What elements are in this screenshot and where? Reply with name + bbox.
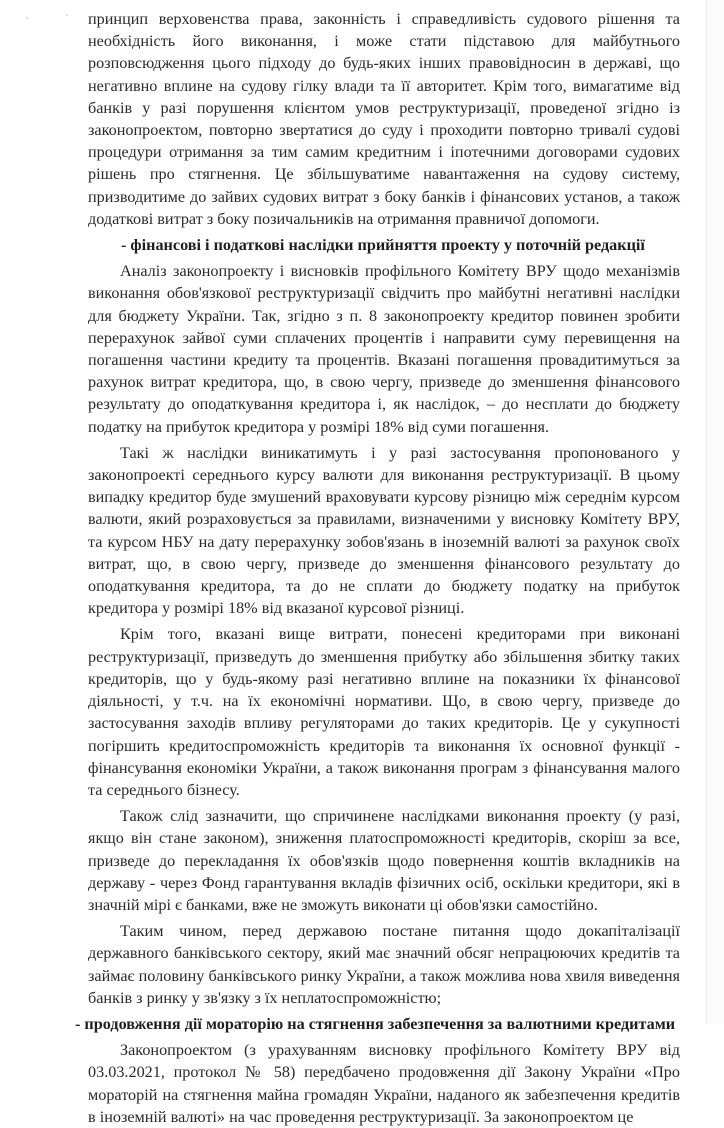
paragraph-exchange-rate: Такі ж наслідки виникатимуть і у разі застосування пропонованого у законопроекті середнього курсу валюти для виконання реструктуризації. В цьому випадку кредитор буде змушений враховувати курсову різницю між середнім курсом валюти, який розраховується за правилами, визначеними у висновку Комітету ВРУ, та курсом НБУ на дату перерахунку зобов'язань в іноземній валюті за рахунок своїх витрат, що, в свою чергу, призведе до зменшення фінансового результату до оподаткування кредитора, та до не сплати до бюджету податку на прибуток кредитора у розмірі 18% від вказаної курсової різниці. [88,443,680,618]
paragraph-moratorium: Законопроектом (з урахуванням висновку профільного Комітету ВРУ від 03.03.2021, протокол № 58) передбачено продовження дії Закону України «Про мораторій на стягнення майна громадян України, наданого як забезпечення кредитів в іноземній валюті» на час проведення реструктуризації. За законопроектом це [88,1041,680,1126]
scan-margin [707,0,724,1024]
paragraph-continuation: принцип верховенства права, законність і справедливість судового рішення та необхідність його виконання, і може стати підставою для майбутнього розповсюдження цього підходу до будь-яких інших правовідносин в державі, що негативно вплине на судову гілку влади та її авторитет. Крім того, вимагатиме від банків у разі порушення клієнтом умов реструктуризації, проведеної згідно із законопроектом, повторно звертатися до суду і проходити повторно тривалі судові процедури отримання за тим самим кредитним і іпотечними договорами судових рішень про стягнення. Це збільшуватиме навантаження на судову систему, призводитиме до зайвих судових витрат з боку банків і фінансових установ, а також додаткові витрат з боку позичальників на отримання правничої допомоги. [88,10,680,228]
section-heading-moratorium: - продовження дії мораторію на стягнення забезпечення за валютними кредитами [75,1014,676,1033]
scan-speck [26,17,28,19]
paragraph-budget-analysis: Аналіз законопроекту і висновків профільного Комітету ВРУ щодо механізмів виконання обов'язкової реструктуризації свідчить про майбутні негативні наслідки для бюджету України. Так, згідно з п. 8 законопроекту кредитор повинен зробити перерахунок зайвої суми сплачених процентів і направити суму перевищення на погашення частини кредиту та процентів. Вказані погашення провадитимуться за рахунок витрат кредитора, що, в свою чергу, призведе до зменшення фінансового результату до оподаткування кредитора і, як наслідок, – до несплати до бюджету податку на прибуток кредитора у розмірі 18% від суми погашення. [88,262,680,436]
paragraph-solvency: Також слід зазначити, що спричинене наслідками виконання проекту (у разі, якщо він стане законом), зниження платоспроможності кредиторів, скоріш за все, призведе до перекладання їх обов'язків щодо повернення коштів вкладників на державу - через Фонд гарантування вкладів фізичних осіб, оскільки кредитори, які в значній мірі є банками, вже не зможуть виконати ці обов'язки самостійно. [88,807,680,914]
section-heading-financial: - фінансові і податкові наслідки прийняття проекту у поточній редакції [121,236,645,255]
page-edge [706,0,707,1024]
scan-speck [66,14,68,16]
document-body [75,8,680,1128]
paragraph-creditor-losses: Крім того, вказані вище витрати, понесені кредиторами при виконані реструктуризації, призведуть до зменшення прибутку або збільшення збитку таких кредиторів, що у будь-якому разі негативно вплине на показники їх фінансової діяльності, у т.ч. на їх економічні нормативи. Що, в свою чергу, призведе до застосування заходів впливу регуляторами до таких кредиторів. Це у сукупності погіршить кредитоспроможність кредиторів та виконання їх основної функції - фінансування економіки України, а також виконання програм з фінансування малого та середнього бізнесу. [88,625,680,799]
paragraph-recapitalization: Таким чином, перед державою постане питання щодо докапіталізації державного банківського сектору, який має значний обсяг непрацюючих кредитів та займає половину банківського ринку України, а також можлива нова хвиля виведення банків з ринку у зв'язку з їх неплатоспроможністю; [88,922,680,1007]
